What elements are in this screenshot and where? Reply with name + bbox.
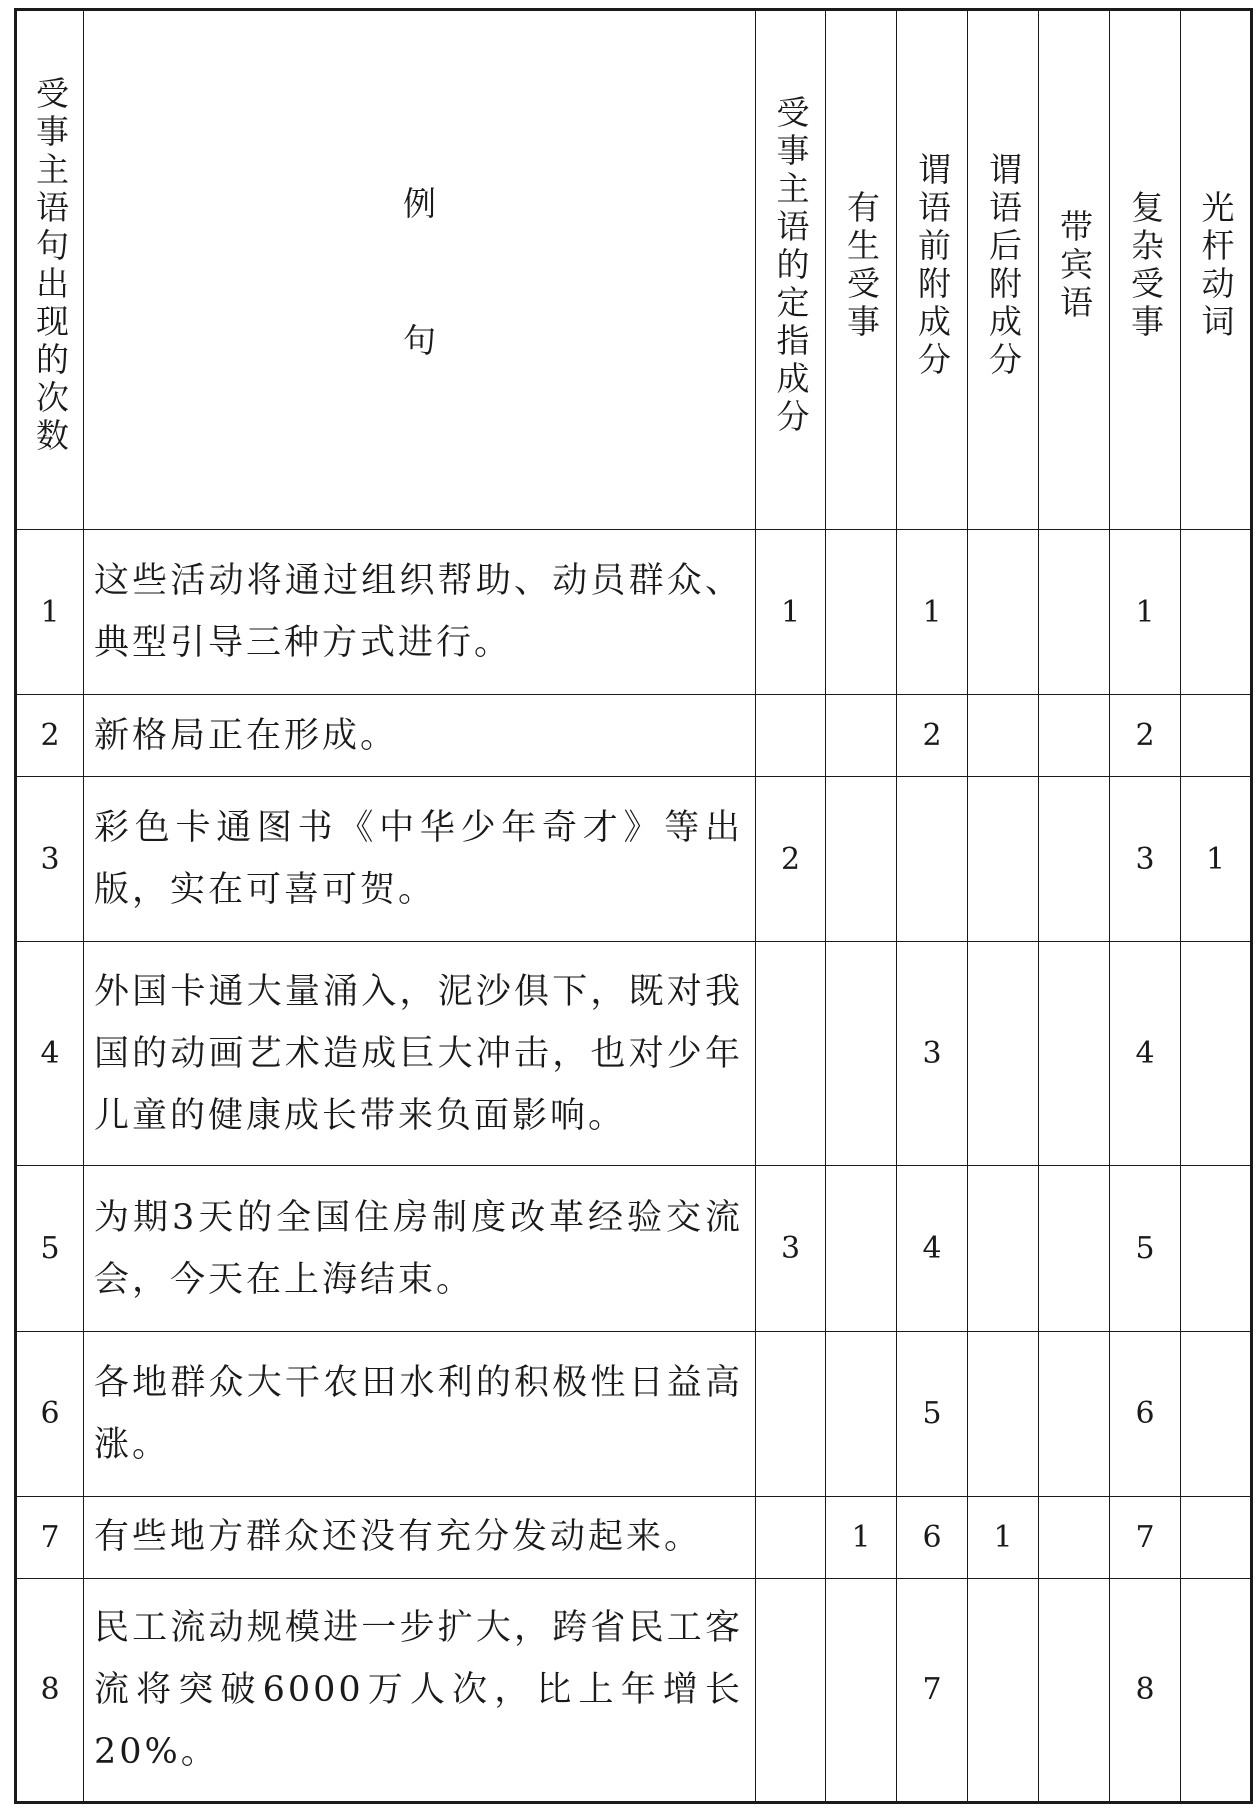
row-number: 7	[16, 1496, 84, 1578]
example-sentence: 这些活动将通过组织帮助、动员群众、典型引导三种方式进行。	[84, 530, 756, 695]
table-row	[16, 1166, 1252, 1331]
header-example-bottom: 句	[403, 321, 436, 360]
row-number: 3	[16, 777, 84, 942]
table-row	[16, 695, 1252, 777]
cell-animate: 1	[826, 1496, 897, 1578]
cell-bare-verb	[1181, 1166, 1252, 1331]
example-sentence: 彩色卡通图书《中华少年奇才》等出版，实在可喜可贺。	[84, 777, 756, 942]
row-number: 5	[16, 1166, 84, 1331]
cell-animate	[826, 1578, 897, 1802]
cell-complex-patient: 7	[1110, 1496, 1181, 1578]
cell-complex-patient: 1	[1110, 530, 1181, 695]
cell-with-object	[1039, 942, 1110, 1166]
example-sentence: 各地群众大干农田水利的积极性日益高涨。	[84, 1331, 756, 1496]
cell-complex-patient: 2	[1110, 695, 1181, 777]
cell-bare-verb	[1181, 530, 1252, 695]
cell-bare-verb	[1181, 942, 1252, 1166]
cell-definite	[756, 1496, 826, 1578]
cell-post-predicate	[968, 1578, 1039, 1802]
cell-animate	[826, 695, 897, 777]
row-number: 4	[16, 942, 84, 1166]
example-sentence: 外国卡通大量涌入，泥沙俱下，既对我国的动画艺术造成巨大冲击，也对少年儿童的健康成长带来负面影响。	[84, 942, 756, 1166]
row-number: 6	[16, 1331, 84, 1496]
cell-post-predicate	[968, 530, 1039, 695]
example-sentence: 民工流动规模进一步扩大，跨省民工客流将突破6000万人次，比上年增长20%。	[84, 1578, 756, 1802]
table-row	[16, 942, 1252, 1166]
cell-with-object	[1039, 777, 1110, 942]
cell-pre-predicate: 5	[897, 1331, 968, 1496]
cell-with-object	[1039, 1331, 1110, 1496]
cell-with-object	[1039, 1496, 1110, 1578]
cell-definite: 1	[756, 530, 826, 695]
cell-definite	[756, 1578, 826, 1802]
cell-animate	[826, 530, 897, 695]
example-sentence: 为期3天的全国住房制度改革经验交流会，今天在上海结束。	[84, 1166, 756, 1331]
example-sentence: 有些地方群众还没有充分发动起来。	[84, 1496, 756, 1578]
cell-post-predicate: 1	[968, 1496, 1039, 1578]
table-row	[16, 777, 1252, 942]
cell-post-predicate	[968, 777, 1039, 942]
cell-with-object	[1039, 530, 1110, 695]
header-example	[84, 10, 756, 530]
row-number: 8	[16, 1578, 84, 1802]
example-sentence: 新格局正在形成。	[84, 695, 756, 777]
cell-animate	[826, 777, 897, 942]
cell-pre-predicate: 6	[897, 1496, 968, 1578]
header-animate: 有生受事	[826, 10, 897, 530]
cell-pre-predicate: 7	[897, 1578, 968, 1802]
table-row	[16, 1578, 1252, 1802]
cell-bare-verb	[1181, 1331, 1252, 1496]
cell-pre-predicate: 2	[897, 695, 968, 777]
header-pre-predicate: 谓语前附成分	[897, 10, 968, 530]
cell-pre-predicate: 1	[897, 530, 968, 695]
cell-pre-predicate: 3	[897, 942, 968, 1166]
cell-with-object	[1039, 1578, 1110, 1802]
cell-bare-verb	[1181, 1496, 1252, 1578]
cell-complex-patient: 6	[1110, 1331, 1181, 1496]
cell-post-predicate	[968, 1331, 1039, 1496]
header-row	[16, 10, 1252, 530]
cell-complex-patient: 5	[1110, 1166, 1181, 1331]
cell-definite	[756, 942, 826, 1166]
cell-animate	[826, 1166, 897, 1331]
header-count: 受事主语句出现的次数	[16, 10, 84, 530]
header-definite: 受事主语的定指成分	[756, 10, 826, 530]
header-post-predicate: 谓语后附成分	[968, 10, 1039, 530]
table-container	[14, 8, 1250, 1804]
cell-bare-verb	[1181, 695, 1252, 777]
row-number: 2	[16, 695, 84, 777]
cell-definite: 2	[756, 777, 826, 942]
cell-bare-verb: 1	[1181, 777, 1252, 942]
cell-with-object	[1039, 695, 1110, 777]
row-number: 1	[16, 530, 84, 695]
header-example-top: 例	[403, 184, 436, 223]
cell-post-predicate	[968, 695, 1039, 777]
table-row	[16, 1496, 1252, 1578]
cell-pre-predicate	[897, 777, 968, 942]
cell-post-predicate	[968, 1166, 1039, 1331]
cell-complex-patient: 3	[1110, 777, 1181, 942]
cell-animate	[826, 1331, 897, 1496]
header-complex-patient: 复杂受事	[1110, 10, 1181, 530]
passive-subject-table	[14, 8, 1253, 1804]
header-bare-verb: 光杆动词	[1181, 10, 1252, 530]
cell-with-object	[1039, 1166, 1110, 1331]
header-with-object: 带宾语	[1039, 10, 1110, 530]
cell-animate	[826, 942, 897, 1166]
table-row	[16, 1331, 1252, 1496]
cell-definite	[756, 1331, 826, 1496]
cell-definite: 3	[756, 1166, 826, 1331]
cell-pre-predicate: 4	[897, 1166, 968, 1331]
table-row	[16, 530, 1252, 695]
cell-definite	[756, 695, 826, 777]
cell-bare-verb	[1181, 1578, 1252, 1802]
cell-post-predicate	[968, 942, 1039, 1166]
cell-complex-patient: 4	[1110, 942, 1181, 1166]
cell-complex-patient: 8	[1110, 1578, 1181, 1802]
